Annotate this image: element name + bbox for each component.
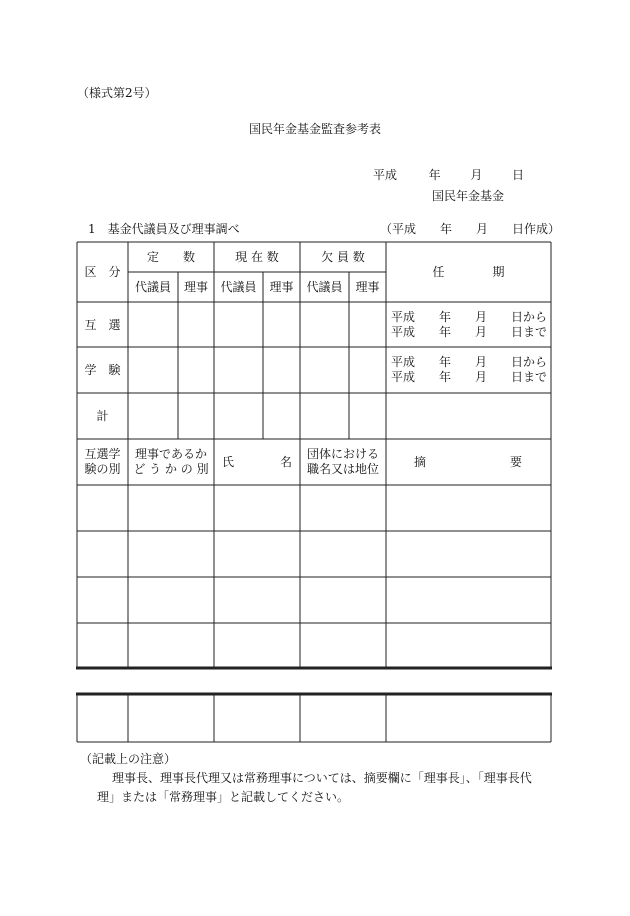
date-day: 日 [512, 168, 525, 182]
header-teisu: 定 数 [146, 250, 195, 264]
header-genzaisu: 現 在 数 [235, 250, 279, 264]
subheader-daigiin-teisu: 代議員 [134, 280, 171, 294]
t2-col5-b: 要 [509, 455, 522, 469]
term-from-gosen: 平成 年 月 日から [391, 310, 548, 324]
section-created-date: （平成 年 月 日作成） [380, 222, 561, 236]
header-ketsuinsu: 欠 員 数 [321, 250, 365, 264]
row-label-kei: 計 [96, 409, 109, 423]
t2-col3-b: 名 [279, 455, 292, 469]
form-label: （様式第2号） [77, 86, 157, 100]
term-to-gosen: 平成 年 月 日まで [391, 325, 548, 339]
date-year: 年 [428, 168, 441, 182]
header-kubun: 区 分 [84, 265, 121, 279]
t2-col5-header [414, 455, 522, 470]
date-era: 平成 [373, 168, 398, 182]
row-label-gakken: 学 験 [84, 363, 121, 377]
organization-name: 国民年金基金 [432, 189, 505, 203]
subheader-riji-teisu: 理事 [183, 280, 208, 294]
subheader-daigiin-genzai: 代議員 [220, 280, 257, 294]
document-title: 国民年金基金監査参考表 [248, 122, 381, 136]
notes-heading: （記載上の注意） [80, 752, 177, 766]
t2-col3-header [222, 455, 292, 470]
row-label-gosen: 互 選 [84, 318, 121, 332]
notes-line-2: 理」または「常務理事」と記載してください。 [97, 790, 350, 804]
t2-col2-line1: 理事であるか [134, 447, 207, 461]
t2-col3-a: 氏 [222, 455, 235, 469]
header-ninki: 任 期 [432, 265, 505, 279]
subheader-riji-genzai: 理事 [269, 280, 294, 294]
term-to-gakken: 平成 年 月 日まで [391, 370, 548, 384]
section-title: 1 基金代議員及び理事調べ [88, 222, 240, 236]
date-month: 月 [470, 168, 483, 182]
subheader-riji-ketsuin: 理事 [355, 280, 380, 294]
term-from-gakken: 平成 年 月 日から [391, 355, 548, 369]
subheader-daigiin-ketsuin: 代議員 [306, 280, 343, 294]
notes-line-1: 理事長、理事長代理又は常務理事については、摘要欄に「理事長」、「理事長代 [112, 771, 532, 785]
t2-col1-line2: 験の別 [84, 462, 121, 476]
t2-col1-line1: 互選学 [84, 447, 121, 461]
t2-col5-a: 摘 [414, 455, 427, 469]
t2-col4-line1: 団体における [306, 447, 379, 461]
t2-col2-line2: ど う か の 別 [133, 462, 209, 476]
t2-col4-line2: 職名又は地位 [306, 462, 379, 476]
